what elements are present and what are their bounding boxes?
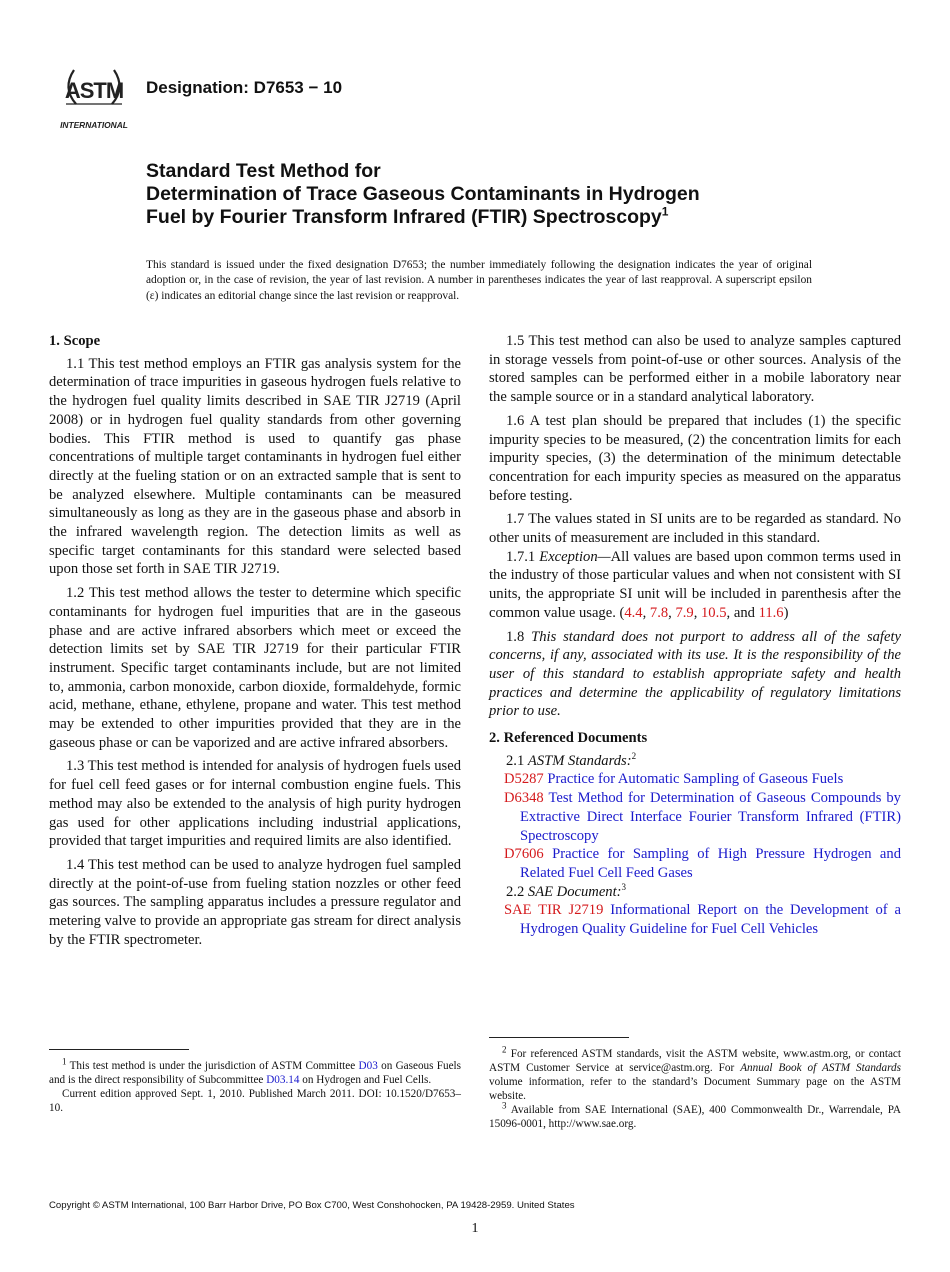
reference-code-link[interactable]: D6348 xyxy=(504,790,544,807)
para-1-7-1-number: 1.7.1 xyxy=(506,548,536,565)
reference-title-link[interactable]: Informational Report on the Development of a Hydrogen Quality Guideline for Fuel Cell Vehicles xyxy=(520,902,901,938)
exception-label: Exception— xyxy=(539,548,611,565)
right-column xyxy=(489,332,901,939)
section-link-4-4[interactable]: 4.4 xyxy=(624,604,643,621)
document-title xyxy=(146,160,846,229)
section-link-7-9[interactable]: 7.9 xyxy=(675,604,694,621)
footnote-2 xyxy=(489,1044,901,1103)
reference-code-link[interactable]: D7606 xyxy=(504,846,544,863)
reference-title-link[interactable]: Test Method for Determination of Gaseous Compounds by Extractive Direct Interface Fourier Transform Infrared (FTIR) Spectroscopy xyxy=(520,790,901,844)
astm-standards-label: ASTM Standards: xyxy=(527,752,632,769)
para-1-5: 1.5 This test method can also be used to analyze samples captured in storage vessels from point-of-use or other sources. Analysis of the stored samples can be performed either in a mobile laboratory near the sample source or in a standard analytical laboratory. xyxy=(489,333,901,406)
para-1-7-1-text: All values are based upon common terms used in the industry of those particular values and when not consistent with SI units, the appropriate SI unit will be included in parenthesis after the common value usage. ( xyxy=(489,548,901,621)
footnote-3-mark: 3 xyxy=(502,1100,507,1111)
reference-code-link[interactable]: SAE TIR J2719 xyxy=(504,902,604,919)
para-1-7-1: 1.7.1 Exception—All values are based upon common terms used in the industry of those particular values and when not consistent with SI units, the appropriate SI unit will be included in parenthesis after the common value usage. (4.4, 7.8, 7.9, 10.5, and 11.6) xyxy=(489,548,901,621)
footnote-3-text: Available from SAE International (SAE), 400 Commonwealth Dr., Warrendale, PA 15096-0001, http://www.sae.org. xyxy=(489,1104,902,1130)
title-footnote-mark[interactable]: 1 xyxy=(661,204,669,219)
designation: Designation: D7653 − 10 xyxy=(146,78,343,97)
footnote-2-italic: Annual Book of ASTM Standards xyxy=(740,1062,901,1074)
sae-document-footnote-mark[interactable]: 3 xyxy=(621,881,627,892)
para-1-4: 1.4 This test method can be used to analyze hydrogen fuel sampled directly at the point-of-use from fueling station nozzles or other feed gas sources. The sampling apparatus includes a pressure regulator and metering valve to provide an appropriate gas stream for direct analysis by the FTIR spectrometer. xyxy=(49,856,461,948)
astm-logo xyxy=(52,58,136,132)
reference-title-link[interactable]: Practice for Sampling of High Pressure Hydrogen and Related Fuel Cell Feed Gases xyxy=(520,846,901,881)
reference-item xyxy=(489,901,901,938)
title-line-3-text: Fuel by Fourier Transform Infrared (FTIR) Spectroscopy xyxy=(146,206,662,228)
para-1-1: 1.1 This test method employs an FTIR gas analysis system for the determination of trace impurities in gaseous hydrogen fuels relative to the hydrogen fuel quality limits described in SAE TIR J2719 (April 2008) or in hydrogen fuel quality standards from other governing bodies. This FTIR method is used to quantify gas phase concentrations of multiple target contaminants in hydrogen fuel either directly at the fueling station or on an extracted sample that is sent to be analyzed elsewhere. Multiple contaminants can be measured simultaneously as long as they are in the gaseous phase and absorb in the infrared wavelength region. The detection limits as well as specific target contaminants for this standard were selected based upon those set forth in SAE TIR J2719. xyxy=(49,355,461,578)
sae-document-heading xyxy=(489,883,901,902)
committee-link-d03[interactable]: D03 xyxy=(358,1060,378,1072)
issue-note: This standard is issued under the fixed designation D7653; the number immediately following the designation indicates the year of original adoption or, in the case of revision, the year of last revision. A number in parentheses indicates the year of last reapproval. A superscript epsilon (ε) indicates an editorial change since the last revision or reapproval. xyxy=(146,259,812,302)
copyright-notice: Copyright © ASTM International, 100 Barr Harbor Drive, PO Box C700, West Conshohocken, PA 19428-2959. United States xyxy=(49,1200,575,1211)
referenced-documents-heading: 2. Referenced Documents xyxy=(489,730,648,747)
left-column xyxy=(49,332,461,955)
reference-title-link[interactable]: Practice for Automatic Sampling of Gaseous Fuels xyxy=(547,771,844,788)
reference-item xyxy=(489,789,901,845)
footnotes-left xyxy=(49,1056,462,1115)
page-number: 1 xyxy=(471,1221,479,1236)
svg-text:INTERNATIONAL: INTERNATIONAL xyxy=(60,120,128,130)
title-line-2: Determination of Trace Gaseous Contaminants in Hydrogen xyxy=(146,183,700,205)
footnote-1-mark: 1 xyxy=(62,1056,67,1067)
sae-document-label: SAE Document: xyxy=(527,883,622,900)
footnote-2-text-b: volume information, refer to the standard’s Document Summary page on the ASTM website. xyxy=(489,1076,901,1102)
scope-heading: 1. Scope xyxy=(49,333,101,349)
para-1-8-number: 1.8 xyxy=(506,628,525,645)
footnote-1-text-a: This test method is under the jurisdiction of ASTM Committee xyxy=(69,1060,356,1072)
footnote-divider-right xyxy=(489,1037,629,1038)
para-1-8-text: This standard does not purport to address all of the safety concerns, if any, associated with its use. It is the responsibility of the user of this standard to establish appropriate safety and health practices and determine the applicability of regulatory limitations prior to use. xyxy=(489,628,901,720)
astm-standards-footnote-mark[interactable]: 2 xyxy=(631,750,637,761)
reference-item xyxy=(489,770,901,789)
para-1-6: 1.6 A test plan should be prepared that includes (1) the specific impurity species to be measured, (2) the concentration limits for each impurity species, (3) the determination of the minimum detectable concentration for each impurity species as measured on the apparatus before testing. xyxy=(489,412,901,504)
footnotes-right xyxy=(489,1044,902,1131)
para-1-8 xyxy=(489,628,901,722)
para-1-3: 1.3 This test method is intended for analysis of hydrogen fuels used for fuel cell feed gases or for internal combustion engine fuels. This method may also be extended to the analysis of high purity hydrogen gas used for other applications including industrial applications, provided that target impurities and required limits are also identified. xyxy=(49,758,461,850)
section-link-7-8[interactable]: 7.8 xyxy=(649,604,669,621)
footnote-3 xyxy=(489,1100,902,1131)
astm-standards-heading xyxy=(489,752,901,771)
reference-code-link[interactable]: D5287 xyxy=(504,771,544,788)
section-link-11-6[interactable]: 11.6 xyxy=(758,604,784,621)
reference-item xyxy=(489,845,901,882)
astm-logo-icon xyxy=(52,58,136,132)
para-1-2: 1.2 This test method allows the tester to determine which specific contaminants for hydrogen fuel impurities that are in the gaseous phase and are active infrared absorbers which meet or exceed the detection limits set by SAE TIR J2719 for their particular FTIR instrument. Specific target contaminants include, but are not limited to, ammonia, carbon monoxide, carbon dioxide, formaldehyde, formic acid, methane, ethane, ethylene, propane and water. This test method may be extended to other impurities provided that they are in the gaseous phase or can be vaporized and are active infrared absorbers. xyxy=(49,585,461,751)
subcommittee-link-d03-14[interactable]: D03.14 xyxy=(266,1074,300,1086)
footnote-divider-left xyxy=(49,1049,189,1050)
footnote-1-text-c: on Hydrogen and Fuel Cells. xyxy=(302,1074,432,1086)
footnote-2-mark: 2 xyxy=(502,1044,507,1055)
section-link-10-5[interactable]: 10.5 xyxy=(701,604,727,621)
footnote-1 xyxy=(49,1056,462,1087)
footnote-1-text-b: on Gaseous Fuels and is the direct responsibility of Subcommittee xyxy=(49,1060,462,1086)
astm-standards-number: 2.1 xyxy=(506,752,525,769)
sae-document-number: 2.2 xyxy=(506,883,525,900)
title-line-1: Standard Test Method for xyxy=(146,160,381,182)
svg-text:ASTM: ASTM xyxy=(64,78,124,103)
para-1-7-1-end: ) xyxy=(783,604,789,621)
title-line-3 xyxy=(146,206,846,229)
footnote-2-text-a: For referenced ASTM standards, visit the ASTM website, www.astm.org, or contact ASTM Customer Service at service@astm.org. For xyxy=(489,1048,901,1074)
footnote-1-edition: Current edition approved Sept. 1, 2010. Published March 2011. DOI: 10.1520/D7653–10. xyxy=(49,1088,461,1114)
para-1-7: 1.7 The values stated in SI units are to be regarded as standard. No other units of measurement are included in this standard. xyxy=(489,511,901,547)
